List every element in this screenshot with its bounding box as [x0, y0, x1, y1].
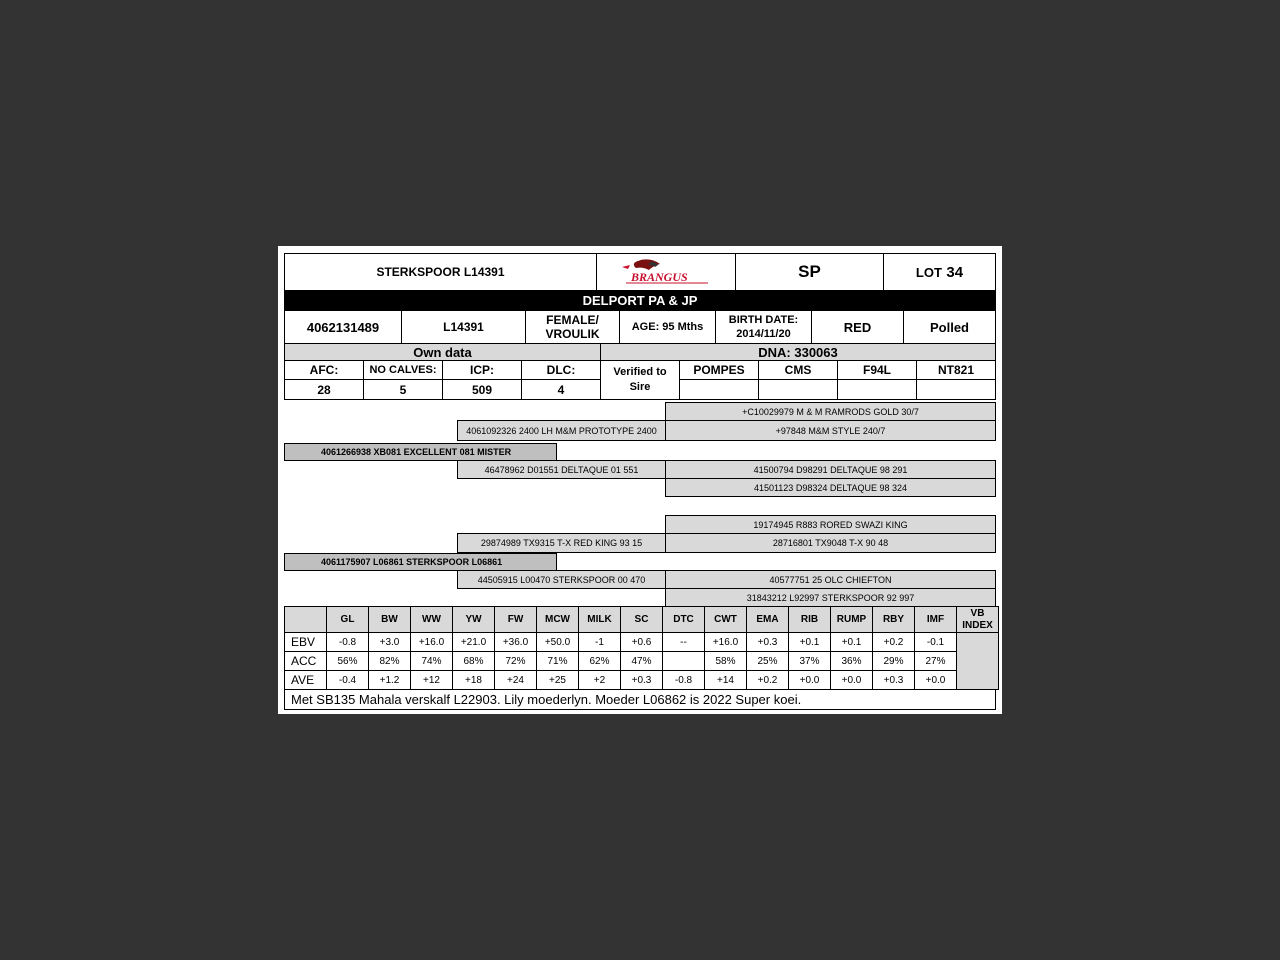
ebv-cell: +25 — [536, 670, 579, 690]
icp-label: ICP: — [442, 360, 522, 380]
dna-test-cms: CMS — [758, 360, 838, 380]
ebv-cell: +50.0 — [536, 632, 579, 652]
dna-title: DNA: 330063 — [600, 343, 996, 361]
ebv-cell: +21.0 — [452, 632, 495, 652]
dna-test-nt821: NT821 — [916, 360, 996, 380]
ebv-cell: +16.0 — [704, 632, 747, 652]
pedigree-sire-sire-sire: +C10029979 M & M RAMRODS GOLD 30/7 — [665, 402, 996, 421]
pedigree-dam-dam-sire: 40577751 25 OLC CHIEFTON — [665, 570, 996, 589]
pedigree-dam-dam: 44505915 L00470 STERKSPOOR 00 470 — [457, 570, 666, 589]
ebv-cell: +36.0 — [494, 632, 537, 652]
ebv-cell: +0.2 — [872, 632, 915, 652]
dlc-value: 4 — [521, 379, 601, 400]
ebv-header-bw: BW — [368, 606, 411, 633]
svg-text:BRANGUS: BRANGUS — [631, 270, 688, 284]
dlc-label: DLC: — [521, 360, 601, 380]
sp-label: SP — [735, 253, 884, 291]
ebv-cell: +1.2 — [368, 670, 411, 690]
ebv-cell: 62% — [578, 651, 621, 671]
ebv-header-ww: WW — [410, 606, 453, 633]
ebv-cell: +0.0 — [788, 670, 831, 690]
ebv-cell: +0.3 — [620, 670, 663, 690]
ebv-cell — [662, 651, 705, 671]
ebv-cell: -0.8 — [662, 670, 705, 690]
ebv-header-sc: SC — [620, 606, 663, 633]
ebv-cell: -0.4 — [326, 670, 369, 690]
ebv-row-label: AVE — [284, 670, 327, 690]
ebv-row-label: EBV — [284, 632, 327, 652]
ebv-cell: -- — [662, 632, 705, 652]
own-data-title: Own data — [284, 343, 601, 361]
pedigree-dam-sire: 29874989 TX9315 T-X RED KING 93 15 — [457, 533, 666, 553]
color: RED — [811, 310, 904, 344]
sale-card — [278, 246, 1002, 714]
ebv-cell: 47% — [620, 651, 663, 671]
ebv-cell: 25% — [746, 651, 789, 671]
pedigree-dam-sire-sire: 19174945 R883 RORED SWAZI KING — [665, 515, 996, 534]
sex: FEMALE/ VROULIK — [525, 310, 620, 344]
pedigree-sire-dam-dam: 41501123 D98324 DELTAQUE 98 324 — [665, 478, 996, 497]
animal-id: 4062131489 — [284, 310, 402, 344]
afc-label: AFC: — [284, 360, 364, 380]
afc-value: 28 — [284, 379, 364, 400]
pedigree-sire-dam: 46478962 D01551 DELTAQUE 01 551 — [457, 460, 666, 479]
animal-tag: L14391 — [401, 310, 526, 344]
pedigree-sire-dam-sire: 41500794 D98291 DELTAQUE 98 291 — [665, 460, 996, 479]
ebv-header-milk: MILK — [578, 606, 621, 633]
ebv-cell: 74% — [410, 651, 453, 671]
ebv-cell: 58% — [704, 651, 747, 671]
icp-value: 509 — [442, 379, 522, 400]
ebv-cell: +3.0 — [368, 632, 411, 652]
ebv-cell: 68% — [452, 651, 495, 671]
pedigree-sire-sire: 4061092326 2400 LH M&M PROTOTYPE 2400 — [457, 420, 666, 441]
ebv-cell: +2 — [578, 670, 621, 690]
animal-name: STERKSPOOR L14391 — [284, 253, 597, 291]
ebv-header-cwt: CWT — [704, 606, 747, 633]
ebv-cell: 56% — [326, 651, 369, 671]
ebv-header-yw: YW — [452, 606, 495, 633]
lot-number: 34 — [946, 263, 964, 281]
dna-result-pompes — [679, 379, 759, 400]
ebv-cell: +0.3 — [872, 670, 915, 690]
bull-logo-icon — [616, 257, 716, 287]
pedigree-dam: 4061175907 L06861 STERKSPOOR L06861 — [284, 553, 557, 571]
dna-test-f94l: F94L — [837, 360, 917, 380]
calves-value: 5 — [363, 379, 443, 400]
ebv-cell: +24 — [494, 670, 537, 690]
ebv-cell: -0.1 — [914, 632, 957, 652]
dna-test-pompes: POMPES — [679, 360, 759, 380]
ebv-cell: 72% — [494, 651, 537, 671]
ebv-corner — [284, 606, 327, 633]
ebv-cell: 27% — [914, 651, 957, 671]
ebv-cell: 82% — [368, 651, 411, 671]
ebv-header-dtc: DTC — [662, 606, 705, 633]
ebv-cell: 37% — [788, 651, 831, 671]
ebv-header-imf: IMF — [914, 606, 957, 633]
lot-prefix: LOT — [915, 264, 942, 280]
lot-box — [883, 253, 996, 291]
dna-result-cms — [758, 379, 838, 400]
owner-bar: DELPORT PA & JP — [284, 290, 996, 311]
horn-status: Polled — [903, 310, 996, 344]
ebv-cell: +0.2 — [746, 670, 789, 690]
ebv-cell: +0.1 — [788, 632, 831, 652]
birth-date: BIRTH DATE: 2014/11/20 — [715, 310, 812, 344]
ebv-cell: 71% — [536, 651, 579, 671]
ebv-cell: +18 — [452, 670, 495, 690]
ebv-cell: +0.6 — [620, 632, 663, 652]
ebv-header-fw: FW — [494, 606, 537, 633]
ebv-header-vb-index: VB INDEX — [956, 606, 999, 633]
ebv-header-gl: GL — [326, 606, 369, 633]
ebv-header-rib: RIB — [788, 606, 831, 633]
ebv-cell: +12 — [410, 670, 453, 690]
ebv-header-rby: RBY — [872, 606, 915, 633]
ebv-cell: +0.3 — [746, 632, 789, 652]
ebv-cell: +0.0 — [830, 670, 873, 690]
pedigree-dam-dam-dam: 31843212 L92997 STERKSPOOR 92 997 — [665, 588, 996, 607]
ebv-header-mcw: MCW — [536, 606, 579, 633]
ebv-cell: 29% — [872, 651, 915, 671]
ebv-header-rump: RUMP — [830, 606, 873, 633]
age: AGE: 95 Mths — [619, 310, 716, 344]
ebv-cell: +16.0 — [410, 632, 453, 652]
pedigree-sire-sire-dam: +97848 M&M STYLE 240/7 — [665, 420, 996, 441]
dna-result-f94l — [837, 379, 917, 400]
ebv-cell: +0.1 — [830, 632, 873, 652]
notes: Met SB135 Mahala verskalf L22903. Lily moederlyn. Moeder L06862 is 2022 Super koei. — [284, 689, 996, 710]
pedigree-dam-sire-dam: 28716801 TX9048 T-X 90 48 — [665, 533, 996, 553]
ebv-header-ema: EMA — [746, 606, 789, 633]
dna-result-nt821 — [916, 379, 996, 400]
ebv-cell: +14 — [704, 670, 747, 690]
brangus-logo — [596, 253, 736, 291]
calves-label: NO CALVES: — [363, 360, 443, 380]
verified-to-sire: Verified to Sire — [600, 360, 680, 400]
vb-index-value — [956, 632, 999, 690]
ebv-row-label: ACC — [284, 651, 327, 671]
pedigree-sire: 4061266938 XB081 EXCELLENT 081 MISTER — [284, 443, 557, 461]
ebv-cell: 36% — [830, 651, 873, 671]
ebv-cell: -1 — [578, 632, 621, 652]
ebv-cell: +0.0 — [914, 670, 957, 690]
ebv-cell: -0.8 — [326, 632, 369, 652]
